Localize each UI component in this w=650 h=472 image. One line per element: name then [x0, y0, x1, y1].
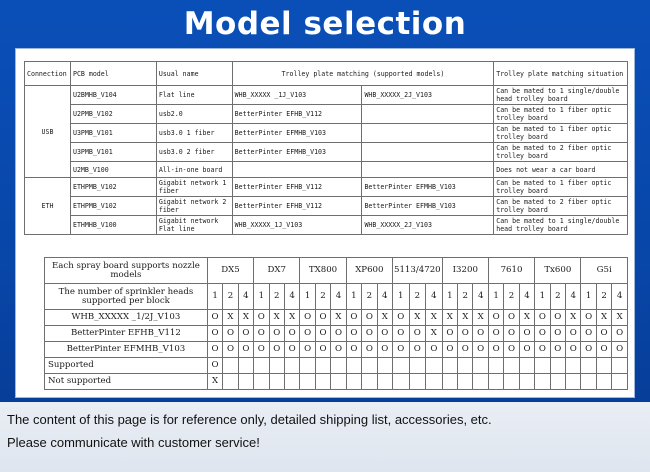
support-cell: X: [426, 326, 443, 342]
table-cell: ETHPMB_V102: [70, 178, 156, 197]
empty-cell: [581, 358, 596, 374]
empty-cell: [519, 358, 534, 374]
col-header-matching-situation: Trolley plate matching situation: [494, 62, 628, 86]
support-cell: O: [207, 326, 222, 342]
table-cell: ETHMHB_V100: [70, 216, 156, 235]
support-cell: O: [346, 310, 361, 326]
col-header-connection: Connection: [25, 62, 71, 86]
empty-cell: [519, 374, 534, 390]
heads-count-cell: 4: [612, 284, 628, 310]
heads-count-cell: 2: [504, 284, 519, 310]
board-name-cell: WHB_XXXXX _1/2J_V103: [45, 310, 208, 326]
empty-cell: [581, 374, 596, 390]
heads-count-cell: 1: [393, 284, 410, 310]
heads-count-cell: 2: [409, 284, 426, 310]
support-cell: O: [331, 326, 346, 342]
models-header-row: [45, 258, 628, 284]
table-cell: [362, 162, 494, 178]
table-cell: [232, 162, 362, 178]
support-cell: X: [458, 310, 473, 326]
heads-count-cell: 1: [442, 284, 457, 310]
support-cell: O: [550, 326, 565, 342]
support-cell: O: [488, 326, 503, 342]
corner-header-cell: Each spray board supports nozzle models: [45, 258, 208, 284]
support-cell: O: [612, 326, 628, 342]
support-cell: O: [300, 310, 315, 326]
support-cell: O: [409, 326, 426, 342]
empty-cell: [315, 374, 330, 390]
support-cell: O: [458, 326, 473, 342]
table-cell: Gigabit network 2 fiber: [156, 197, 232, 216]
support-cell: O: [473, 342, 488, 358]
empty-cell: [377, 374, 392, 390]
support-cell: O: [409, 342, 426, 358]
heads-count-cell: 1: [346, 284, 361, 310]
empty-cell: [473, 374, 488, 390]
support-cell: O: [346, 326, 361, 342]
table-cell: BetterPinter EFMHB_V103: [362, 178, 494, 197]
col-header-pcb-model: PCB model: [70, 62, 156, 86]
table-cell: BetterPinter EFHB_V112: [232, 105, 362, 124]
empty-cell: [315, 358, 330, 374]
support-cell: O: [535, 342, 550, 358]
board-support-row: [45, 342, 628, 358]
page-title: Model selection: [183, 6, 467, 42]
table-cell: U2BMHB_V104: [70, 86, 156, 105]
support-cell: O: [596, 342, 611, 358]
empty-cell: [473, 358, 488, 374]
support-cell: O: [362, 326, 377, 342]
heads-count-cell: 4: [426, 284, 443, 310]
heads-count-cell: 1: [488, 284, 503, 310]
support-cell: O: [458, 342, 473, 358]
connection-group-cell: USB: [25, 86, 71, 178]
empty-cell: [426, 374, 443, 390]
support-cell: X: [426, 310, 443, 326]
support-cell: O: [377, 326, 392, 342]
table-cell: WHB_XXXXX_1J_V103: [232, 216, 362, 235]
support-cell: O: [442, 326, 457, 342]
support-cell: X: [612, 310, 628, 326]
support-cell: O: [488, 310, 503, 326]
nozzle-support-table: [44, 257, 628, 390]
table-cell: usb3.0 2 fiber: [156, 143, 232, 162]
legend-symbol: X: [207, 374, 222, 390]
table-row: [25, 178, 628, 197]
support-cell: O: [504, 310, 519, 326]
heads-count-cell: 2: [223, 284, 238, 310]
empty-cell: [300, 358, 315, 374]
table-row: [25, 86, 628, 105]
empty-cell: [504, 374, 519, 390]
empty-cell: [377, 358, 392, 374]
model-header-cell: 5113/4720: [393, 258, 443, 284]
heads-label-cell: The number of sprinkler heads supported per block: [45, 284, 208, 310]
heads-count-cell: 4: [238, 284, 253, 310]
table-cell: WHB_XXXXX _1J_V103: [232, 86, 362, 105]
table-cell: WHB_XXXXX_2J_V103: [362, 216, 494, 235]
model-header-cell: DX5: [207, 258, 253, 284]
support-cell: O: [393, 310, 410, 326]
empty-cell: [269, 358, 284, 374]
empty-cell: [238, 358, 253, 374]
table-cell: Can be mated to 1 fiber optic trolley board: [494, 124, 628, 143]
heads-count-cell: 2: [550, 284, 565, 310]
table-cell: Can be mated to 1 fiber optic trolley board: [494, 178, 628, 197]
heads-count-cell: 1: [581, 284, 596, 310]
empty-cell: [550, 374, 565, 390]
heads-count-cell: 4: [331, 284, 346, 310]
heads-count-cell: 2: [315, 284, 330, 310]
support-cell: O: [581, 326, 596, 342]
heads-count-cell: 2: [269, 284, 284, 310]
table-cell: BetterPinter EFMHB_V103: [362, 197, 494, 216]
support-cell: O: [377, 342, 392, 358]
support-cell: O: [315, 310, 330, 326]
support-cell: X: [223, 310, 238, 326]
support-cell: O: [550, 342, 565, 358]
table-cell: Can be mated to 2 fiber optic trolley board: [494, 143, 628, 162]
legend-row: [45, 374, 628, 390]
empty-cell: [223, 358, 238, 374]
model-header-cell: TX800: [300, 258, 346, 284]
empty-cell: [442, 374, 457, 390]
table-cell: ETHPMB_V102: [70, 197, 156, 216]
table-row: [25, 162, 628, 178]
legend-label: Supported: [45, 358, 208, 374]
content-panel: [15, 48, 635, 398]
support-cell: X: [519, 310, 534, 326]
support-cell: O: [566, 326, 581, 342]
table-cell: U3PMB_V101: [70, 124, 156, 143]
table-row: [25, 124, 628, 143]
empty-cell: [535, 374, 550, 390]
empty-cell: [362, 358, 377, 374]
empty-cell: [346, 358, 361, 374]
col-header-usual-name: Usual name: [156, 62, 232, 86]
table-row: [25, 216, 628, 235]
support-cell: O: [223, 326, 238, 342]
table-row: [25, 143, 628, 162]
support-cell: X: [596, 310, 611, 326]
support-cell: O: [535, 310, 550, 326]
empty-cell: [409, 358, 426, 374]
support-cell: O: [207, 342, 222, 358]
empty-cell: [566, 374, 581, 390]
model-header-cell: DX7: [254, 258, 300, 284]
heads-count-cell: 4: [377, 284, 392, 310]
table-cell: U3PMB_V101: [70, 143, 156, 162]
support-cell: O: [504, 342, 519, 358]
empty-cell: [566, 358, 581, 374]
empty-cell: [504, 358, 519, 374]
support-cell: O: [488, 342, 503, 358]
heads-count-cell: 1: [207, 284, 222, 310]
board-support-row: [45, 326, 628, 342]
table-cell: BetterPinter EFMHB_V103: [232, 143, 362, 162]
support-cell: O: [284, 326, 299, 342]
support-cell: X: [377, 310, 392, 326]
support-cell: O: [269, 342, 284, 358]
support-cell: O: [426, 342, 443, 358]
table-cell: BetterPinter EFMHB_V103: [232, 124, 362, 143]
empty-cell: [612, 374, 628, 390]
support-cell: O: [504, 326, 519, 342]
support-cell: X: [409, 310, 426, 326]
empty-cell: [596, 374, 611, 390]
support-cell: O: [581, 342, 596, 358]
empty-cell: [596, 358, 611, 374]
board-name-cell: BetterPinter EFMHB_V103: [45, 342, 208, 358]
table-cell: Flat line: [156, 86, 232, 105]
support-cell: O: [362, 310, 377, 326]
table-row: [25, 105, 628, 124]
support-cell: X: [284, 310, 299, 326]
support-cell: O: [473, 326, 488, 342]
support-cell: O: [519, 342, 534, 358]
model-header-cell: I3200: [442, 258, 488, 284]
support-cell: O: [393, 326, 410, 342]
connection-group-cell: ETH: [25, 178, 71, 235]
legend-label: Not supported: [45, 374, 208, 390]
table-header-row: [25, 62, 628, 86]
support-cell: O: [254, 310, 269, 326]
support-cell: O: [442, 342, 457, 358]
support-cell: O: [346, 342, 361, 358]
table-cell: [362, 105, 494, 124]
support-cell: O: [550, 310, 565, 326]
support-cell: X: [566, 310, 581, 326]
support-cell: O: [284, 342, 299, 358]
support-cell: O: [362, 342, 377, 358]
empty-cell: [362, 374, 377, 390]
empty-cell: [458, 374, 473, 390]
table-cell: BetterPinter EFHB_V112: [232, 178, 362, 197]
table-cell: Can be mated to 1 single/double head trolley board: [494, 216, 628, 235]
heads-count-row: [45, 284, 628, 310]
table-cell: BetterPinter EFHB_V112: [232, 197, 362, 216]
table-cell: Can be mated to 1 fiber optic trolley board: [494, 105, 628, 124]
heads-count-cell: 2: [362, 284, 377, 310]
heads-count-cell: 1: [535, 284, 550, 310]
empty-cell: [393, 358, 410, 374]
table-cell: All-in-one board: [156, 162, 232, 178]
heads-count-cell: 4: [284, 284, 299, 310]
footer-line-2: Please communicate with customer service!: [7, 435, 260, 450]
heads-count-cell: 1: [254, 284, 269, 310]
empty-cell: [535, 358, 550, 374]
heads-count-cell: 4: [566, 284, 581, 310]
support-cell: O: [223, 342, 238, 358]
board-support-row: [45, 310, 628, 326]
support-cell: O: [238, 326, 253, 342]
support-cell: O: [581, 310, 596, 326]
support-cell: X: [331, 310, 346, 326]
empty-cell: [254, 358, 269, 374]
empty-cell: [442, 358, 457, 374]
table-cell: Gigabit network 1 fiber: [156, 178, 232, 197]
empty-cell: [254, 374, 269, 390]
support-cell: O: [393, 342, 410, 358]
table-cell: U2PMB_V102: [70, 105, 156, 124]
heads-count-cell: 2: [458, 284, 473, 310]
trolley-matching-table: [24, 61, 628, 235]
model-header-cell: G5i: [581, 258, 628, 284]
support-cell: O: [269, 326, 284, 342]
empty-cell: [612, 358, 628, 374]
support-cell: O: [612, 342, 628, 358]
table-cell: Gigabit network Flat line: [156, 216, 232, 235]
empty-cell: [238, 374, 253, 390]
support-cell: O: [535, 326, 550, 342]
heads-count-cell: 4: [473, 284, 488, 310]
empty-cell: [300, 374, 315, 390]
table-cell: WHB_XXXXX_2J_V103: [362, 86, 494, 105]
model-header-cell: 7610: [488, 258, 534, 284]
legend-row: [45, 358, 628, 374]
model-header-cell: XP600: [346, 258, 392, 284]
empty-cell: [393, 374, 410, 390]
support-cell: O: [254, 326, 269, 342]
heads-count-cell: 2: [596, 284, 611, 310]
support-cell: O: [315, 326, 330, 342]
legend-symbol: O: [207, 358, 222, 374]
support-cell: O: [300, 326, 315, 342]
footer-line-1: The content of this page is for reference only, detailed shipping list, accessories, etc.: [7, 412, 492, 427]
empty-cell: [488, 358, 503, 374]
model-header-cell: Tx600: [535, 258, 581, 284]
heads-count-cell: 1: [300, 284, 315, 310]
support-cell: O: [566, 342, 581, 358]
col-header-supported-models: Trolley plate matching (supported models): [232, 62, 494, 86]
table-cell: Can be mated to 1 single/double head trolley board: [494, 86, 628, 105]
support-cell: X: [238, 310, 253, 326]
table-cell: Can be mated to 2 fiber optic trolley board: [494, 197, 628, 216]
empty-cell: [284, 358, 299, 374]
table-cell: [362, 143, 494, 162]
empty-cell: [223, 374, 238, 390]
empty-cell: [284, 374, 299, 390]
empty-cell: [269, 374, 284, 390]
heads-count-cell: 4: [519, 284, 534, 310]
support-cell: O: [519, 326, 534, 342]
empty-cell: [331, 374, 346, 390]
empty-cell: [458, 358, 473, 374]
support-cell: X: [442, 310, 457, 326]
footer-note: [0, 402, 650, 472]
table-cell: U2MB_V100: [70, 162, 156, 178]
empty-cell: [409, 374, 426, 390]
table-cell: usb2.0: [156, 105, 232, 124]
empty-cell: [550, 358, 565, 374]
empty-cell: [331, 358, 346, 374]
support-cell: X: [269, 310, 284, 326]
empty-cell: [488, 374, 503, 390]
support-cell: O: [238, 342, 253, 358]
empty-cell: [426, 358, 443, 374]
support-cell: O: [207, 310, 222, 326]
table-row: [25, 197, 628, 216]
support-cell: O: [596, 326, 611, 342]
table-cell: [362, 124, 494, 143]
support-cell: X: [473, 310, 488, 326]
support-cell: O: [331, 342, 346, 358]
support-cell: O: [315, 342, 330, 358]
board-name-cell: BetterPinter EFHB_V112: [45, 326, 208, 342]
support-cell: O: [254, 342, 269, 358]
support-cell: O: [300, 342, 315, 358]
table-cell: usb3.0 1 fiber: [156, 124, 232, 143]
table-cell: Does not wear a car board: [494, 162, 628, 178]
empty-cell: [346, 374, 361, 390]
